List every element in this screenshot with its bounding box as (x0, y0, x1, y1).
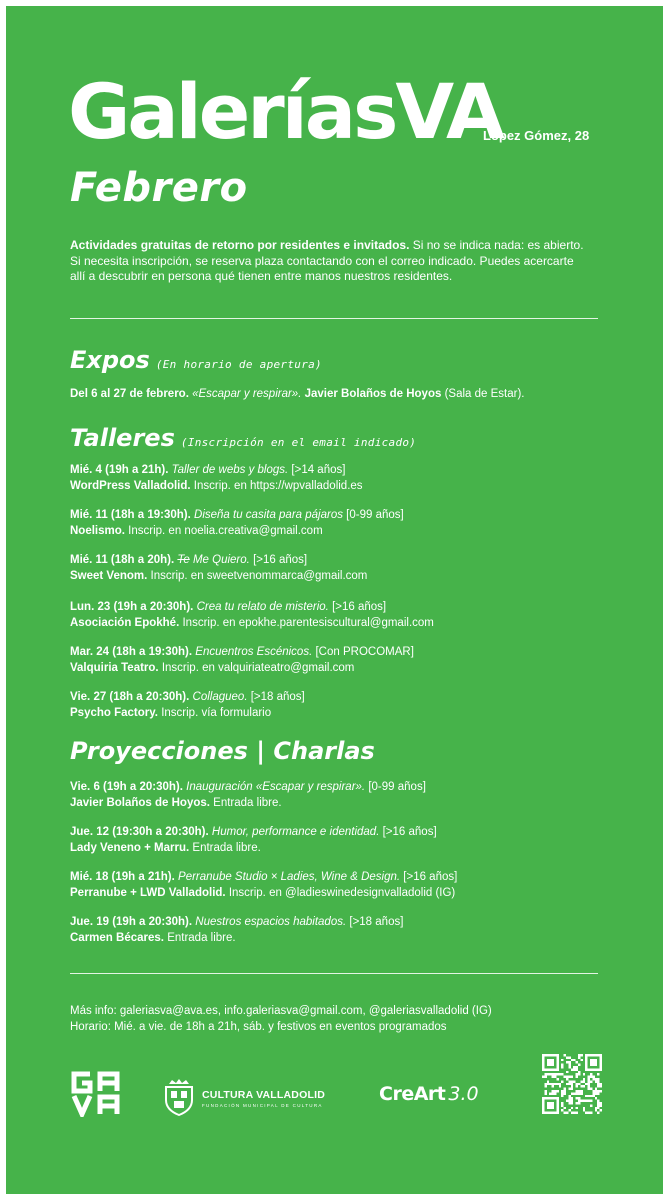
entry-date: Vie. 27 (18h a 20:30h). (70, 691, 190, 703)
entry-info: Inscrip. vía formulario (161, 707, 272, 719)
entry-who: Lady Veneno + Marru. (70, 842, 190, 854)
entry-date: Lun. 23 (19h a 20:30h). (70, 601, 194, 613)
list-item (70, 824, 630, 856)
entry-who: Asociación Epokhé. (70, 617, 180, 629)
qr-code-icon[interactable] (542, 1054, 602, 1114)
list-item (70, 462, 630, 494)
creart-logo (379, 1085, 479, 1104)
entry-title: Me Quiero. (192, 554, 250, 566)
talleres-heading: Talleres (70, 424, 175, 452)
creart-version: 3.0 (448, 1083, 479, 1105)
entry-tag: [>16 años] (403, 871, 458, 883)
entry-tag: [Con PROCOMAR] (315, 646, 414, 658)
entry-title: Collagueo. (192, 691, 248, 703)
entry-date: Jue. 12 (19:30h a 20:30h). (70, 826, 209, 838)
entry-info: Inscrip. en @ladieswinedesignvalladolid (IG) (228, 887, 456, 899)
list-item (70, 689, 630, 721)
cultura-sub: FUNDACIÓN MUNICIPAL DE CULTURA (202, 1103, 323, 1108)
intro-line1-rest: Si no se indica nada: es abierto. (409, 238, 584, 252)
entry-date: Mar. 24 (18h a 19:30h). (70, 646, 193, 658)
divider-bottom (70, 973, 598, 974)
entry-who: Javier Bolaños de Hoyos. (70, 797, 210, 809)
entry-title: Crea tu relato de misterio. (196, 601, 329, 613)
section-title-talleres (70, 426, 416, 450)
expos-note: (En horario de apertura) (155, 358, 322, 371)
entry-date: Mié. 11 (18h a 20h). (70, 554, 175, 566)
entry-title: «Escapar y respirar». (192, 388, 302, 400)
entry-title: Humor, performance e identidad. (211, 826, 380, 838)
entry-title: Encuentros Escénicos. (195, 646, 313, 658)
entry-title: Taller de webs y blogs. (171, 464, 289, 476)
list-item (70, 507, 630, 539)
entry-date: Mié. 18 (19h a 21h). (70, 871, 175, 883)
poster (6, 6, 663, 1194)
proyecciones-heading: Proyecciones | Charlas (70, 737, 375, 765)
entry-info: Entrada libre. (213, 797, 282, 809)
entry-title: Diseña tu casita para pájaros (194, 509, 343, 521)
list-item (70, 599, 630, 631)
entry-who: Carmen Bécares. (70, 932, 164, 944)
divider-top (70, 318, 598, 319)
gava-logo-mark (70, 1071, 122, 1117)
entry-who: Psycho Factory. (70, 707, 158, 719)
entry-tag: [>16 años] (332, 601, 387, 613)
entry-date: Vie. 6 (19h a 20:30h). (70, 781, 183, 793)
entry-info: Inscrip. en valquiriateatro@gmail.com (161, 662, 355, 674)
entry-title: Inauguración «Escapar y respirar». (186, 781, 366, 793)
entry-title: Perranube Studio × Ladies, Wine & Design. (178, 871, 401, 883)
coat-of-arms-icon (162, 1078, 196, 1116)
entry-date: Jue. 19 (19h a 20:30h). (70, 916, 193, 928)
entry-date: Mié. 11 (18h a 19:30h). (70, 509, 191, 521)
cultura-main: CULTURA VALLADOLID (202, 1089, 325, 1101)
entry-who: Javier Bolaños de Hoyos (304, 388, 442, 400)
section-title-expos (70, 348, 322, 372)
entry-who: Noelismo. (70, 525, 125, 537)
entry-info: Entrada libre. (167, 932, 236, 944)
entry-who: WordPress Valladolid. (70, 480, 191, 492)
entry-tag: [>14 años] (291, 464, 346, 476)
entry-tag: [>18 años] (250, 691, 305, 703)
intro-line3: allí a descubrir en persona qué tienen entre manos nuestros residentes. (70, 269, 453, 283)
entry-who: Perranube + LWD Valladolid. (70, 887, 226, 899)
list-item (70, 869, 630, 901)
intro-text (70, 238, 610, 285)
address: López Gómez, 28 (483, 128, 590, 143)
month-title: Febrero (70, 165, 248, 211)
entry-tag: [0-99 años] (368, 781, 426, 793)
entry-struck-word: Te (177, 554, 190, 566)
entry-info: Inscrip. en sweetvenommarca@gmail.com (150, 570, 368, 582)
footer-contact: Más info: galeriasva@ava.es, info.galeriasva@gmail.com, @galeriasvalladolid (IG) (70, 1005, 492, 1017)
intro-line2: Si necesita inscripción, se reserva plaza contactando con el correo indicado. Puedes acercarte (70, 253, 574, 268)
footer-hours: Horario: Mié. a vie. de 18h a 21h, sáb. y festivos en eventos programados (70, 1021, 447, 1033)
entry-title: Nuestros espacios habitados. (195, 916, 347, 928)
entry-info: Inscrip. en https://wpvalladolid.es (193, 480, 363, 492)
creart-name: CreArt (379, 1083, 446, 1105)
entry-tag: [0-99 años] (346, 509, 404, 521)
expos-heading: Expos (70, 346, 150, 374)
gava-logo (70, 1071, 122, 1122)
cultura-valladolid-logo (162, 1078, 325, 1121)
footer-info (70, 1003, 630, 1035)
entry-who: Valquiria Teatro. (70, 662, 159, 674)
entry-who: Sweet Venom. (70, 570, 148, 582)
list-item (70, 552, 630, 584)
entry-tag: [>18 años] (349, 916, 404, 928)
entry-info: Entrada libre. (192, 842, 261, 854)
section-title-proyecciones (70, 739, 375, 763)
list-item (70, 386, 630, 402)
entry-info: Inscrip. en noelia.creativa@gmail.com (128, 525, 323, 537)
entry-info: Inscrip. en epokhe.parentesiscultural@gmail.com (182, 617, 434, 629)
list-item (70, 914, 630, 946)
entry-tag: [>16 años] (253, 554, 308, 566)
brand-title: GaleríasVA (68, 67, 502, 156)
intro-bold: Actividades gratuitas de retorno por residentes e invitados. (70, 238, 410, 252)
entry-tag: [>16 años] (382, 826, 437, 838)
entry-date: Del 6 al 27 de febrero. (70, 388, 189, 400)
entry-date: Mié. 4 (19h a 21h). (70, 464, 169, 476)
entry-rest: (Sala de Estar). (444, 388, 525, 400)
list-item (70, 779, 630, 811)
talleres-note: (Inscripción en el email indicado) (180, 436, 417, 449)
list-item (70, 644, 630, 676)
